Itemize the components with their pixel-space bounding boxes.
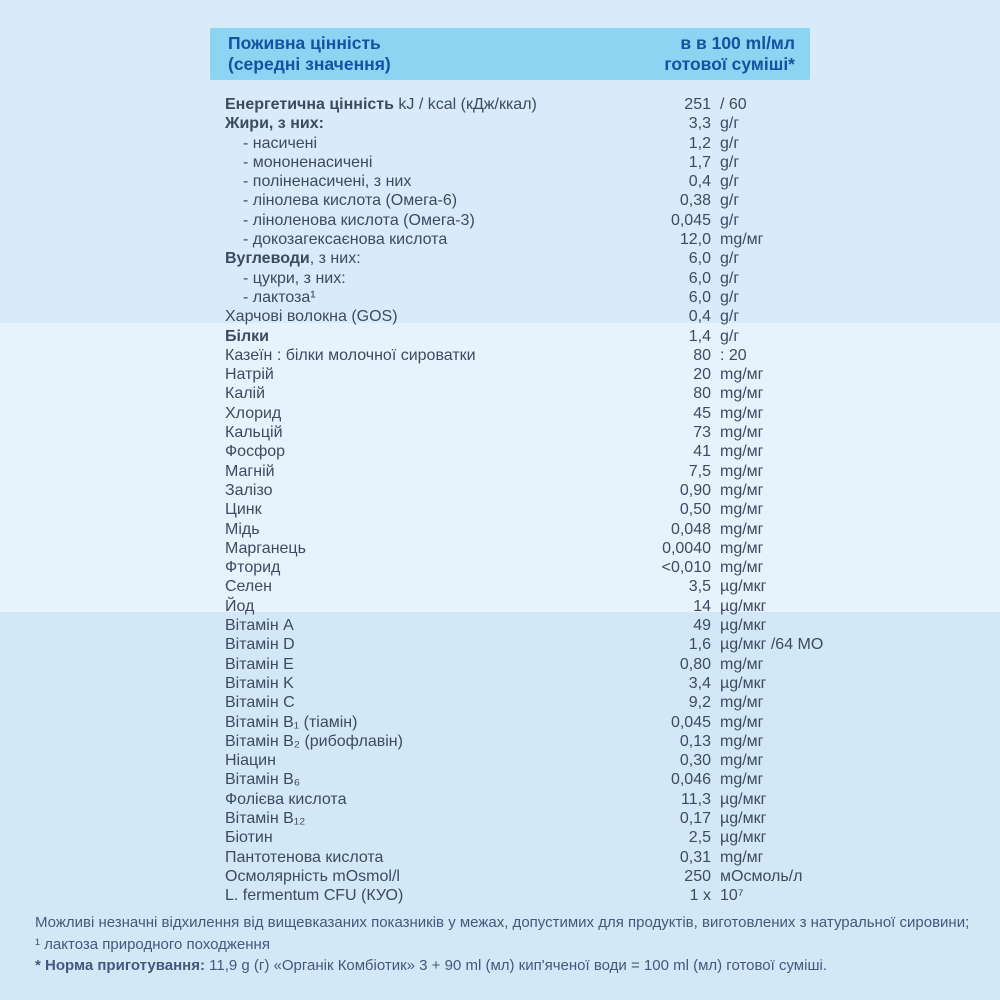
nutrient-unit: g/г: [720, 308, 740, 326]
nutrient-label: Казеїн : білки молочної сироватки: [225, 346, 476, 364]
nutrient-value: 1,2: [688, 134, 711, 152]
nutrient-unit: g/г: [720, 192, 740, 210]
nutrient-label: Вітамін A: [225, 617, 294, 635]
nutrient-value: <0,010: [661, 559, 711, 577]
table-row: [210, 288, 810, 307]
nutrient-value: 41: [693, 443, 711, 461]
nutrient-unit: g/г: [720, 250, 740, 268]
table-row: [210, 867, 810, 886]
table-row: [210, 153, 810, 172]
table-row: [210, 230, 810, 249]
table-row: [210, 172, 810, 191]
nutrient-value: 0,30: [679, 752, 711, 770]
nutrient-label: - цукри, з них:: [243, 269, 346, 287]
table-row: [210, 790, 810, 809]
table-header: [210, 28, 810, 80]
table-row: [210, 423, 810, 442]
nutrient-unit: mg/мг: [720, 848, 764, 866]
nutrient-value: 1,7: [688, 153, 711, 171]
nutrient-value: 0,17: [679, 809, 711, 827]
nutrient-value: 1 x: [689, 887, 711, 905]
nutrient-unit: : 20: [720, 346, 747, 364]
nutrient-value: 12,0: [679, 231, 711, 249]
nutrient-value: 20: [693, 366, 711, 384]
nutrient-value: 3,4: [688, 674, 711, 692]
nutrient-value: 1,4: [688, 327, 711, 345]
nutrient-unit: mg/мг: [720, 752, 764, 770]
nutrient-unit: µg/мкг: [720, 790, 767, 808]
table-row: [210, 713, 810, 732]
nutrient-label: Залізо: [225, 481, 273, 499]
table-header-title-line2: (середні значення): [228, 54, 391, 74]
nutrient-value: 80: [693, 385, 711, 403]
nutrient-unit: µg/мкг: [720, 829, 767, 847]
nutrient-value: 0,50: [679, 501, 711, 519]
nutrient-label: Хлорид: [225, 404, 282, 422]
footnote-line: ¹ лактоза природного походження: [35, 935, 270, 953]
nutrient-unit: mg/мг: [720, 501, 764, 519]
table-header-per-serving: [664, 33, 795, 75]
nutrient-unit: µg/мкг: [720, 809, 767, 827]
nutrient-unit: g/г: [720, 288, 740, 306]
nutrient-value: 6,0: [688, 250, 711, 268]
table-header-title-line1: Поживна цінність: [228, 33, 381, 53]
table-row: [210, 616, 810, 635]
nutrient-value: 0,90: [679, 481, 711, 499]
table-row: [210, 346, 810, 365]
nutrient-value: 250: [684, 867, 711, 885]
nutrient-label: Вітамін D: [225, 636, 295, 654]
nutrient-value: 14: [693, 597, 711, 615]
nutrient-label: - ліноленова кислота (Омега-3): [243, 211, 475, 229]
table-header-per-line2: готової суміші*: [664, 54, 795, 74]
nutrient-label: Йод: [225, 597, 255, 615]
nutrient-unit: mg/мг: [720, 732, 764, 750]
table-row: [210, 327, 810, 346]
nutrient-label: Марганець: [225, 539, 306, 557]
table-row: [210, 558, 810, 577]
nutrient-value: 6,0: [688, 269, 711, 287]
table-row: [210, 114, 810, 133]
nutrient-unit: µg/мкг: [720, 578, 767, 596]
nutrient-label: Вітамін В₁₂: [225, 809, 306, 827]
nutrient-value: 45: [693, 404, 711, 422]
nutrient-unit: µg/мкг: [720, 674, 767, 692]
nutrient-value: 73: [693, 424, 711, 442]
nutrient-label: Натрій: [225, 366, 274, 384]
nutrient-label: Вітамін K: [225, 674, 294, 692]
table-row: [210, 539, 810, 558]
table-row: [210, 249, 810, 268]
table-row: [210, 404, 810, 423]
nutrient-unit: mg/мг: [720, 481, 764, 499]
nutrient-value: 11,3: [681, 790, 711, 808]
table-header-title: [228, 33, 391, 75]
table-row: [210, 809, 810, 828]
nutrient-unit: mg/мг: [720, 520, 764, 538]
table-row: [210, 442, 810, 461]
nutrition-rows: [210, 95, 824, 905]
nutrient-label: - докозагексаєнова кислота: [243, 231, 448, 249]
nutrient-label: Фосфор: [225, 443, 286, 461]
nutrient-unit: mg/мг: [720, 462, 764, 480]
table-row: [210, 500, 810, 519]
nutrient-label: Калій: [225, 385, 266, 403]
table-row: [210, 481, 810, 500]
nutrient-value: 0,046: [670, 771, 711, 789]
nutrient-label: Жири, з них:: [225, 115, 324, 133]
nutrient-label: Енергетична цінність kJ / kcal (кДж/ккал): [225, 96, 537, 113]
nutrient-unit: g/г: [720, 115, 740, 133]
nutrient-unit: mg/мг: [720, 424, 764, 442]
table-row: [210, 384, 810, 403]
table-row: [210, 597, 810, 616]
nutrient-value: 9,2: [688, 694, 711, 712]
nutrient-unit: mg/мг: [720, 539, 764, 557]
nutrient-label: Кальцій: [225, 424, 283, 442]
nutrient-label: Вітамін В₂ (рибофлавін): [225, 732, 403, 750]
table-row: [210, 674, 810, 693]
nutrient-value: 1,6: [688, 636, 711, 654]
nutrient-label: - лактоза¹: [243, 288, 316, 306]
nutrient-label: Фолієва кислота: [225, 790, 347, 808]
table-row: [210, 828, 810, 847]
nutrient-value: 3,3: [688, 115, 711, 133]
nutrient-value: 2,5: [688, 829, 711, 847]
table-row: [210, 211, 810, 230]
nutrient-value: 0,4: [688, 308, 711, 326]
nutrient-unit: mg/мг: [720, 385, 764, 403]
nutrient-value: 0,4: [688, 173, 711, 191]
table-row: [210, 269, 810, 288]
nutrient-value: 80: [693, 346, 711, 364]
table-row: [210, 770, 810, 789]
nutrient-value: 0,048: [670, 520, 711, 538]
nutrient-value: 0,045: [670, 713, 711, 731]
table-row: [210, 635, 824, 654]
table-row: [210, 751, 810, 770]
nutrient-unit: µg/мкг: [720, 597, 767, 615]
nutrient-unit: g/г: [720, 269, 740, 287]
nutrient-value: 6,0: [688, 288, 711, 306]
nutrient-unit: g/г: [720, 173, 740, 191]
nutrient-label: Харчові волокна (GOS): [225, 308, 398, 326]
table-row: [210, 462, 810, 481]
nutrient-unit: mg/мг: [720, 231, 764, 249]
table-row: [210, 520, 810, 539]
nutrient-label: Вітамін E: [225, 655, 294, 673]
table-row: [210, 365, 810, 384]
nutrient-unit: mg/мг: [720, 559, 764, 577]
nutrient-label: Селен: [225, 578, 272, 596]
nutrient-label: Магній: [225, 462, 275, 480]
nutrient-value: 0,38: [679, 192, 711, 210]
nutrition-table: [210, 28, 824, 905]
table-row: [210, 886, 810, 905]
nutrient-value: 7,5: [688, 462, 711, 480]
nutrient-label: Ніацин: [225, 752, 276, 770]
nutrient-unit: g/г: [720, 211, 740, 229]
nutrient-value: 251: [684, 96, 711, 113]
table-row: [210, 95, 810, 114]
table-row: [210, 134, 810, 153]
nutrient-label: Вуглеводи, з них:: [225, 250, 361, 268]
table-row: [210, 191, 810, 210]
nutrient-label: - насичені: [243, 134, 318, 152]
nutrient-label: - мононенасичені: [243, 153, 373, 171]
nutrient-label: Вітамін В₁ (тіамін): [225, 713, 358, 731]
table-row: [210, 307, 810, 326]
nutrient-value: 0,0040: [662, 539, 711, 557]
footnote-line: * Норма приготування: 11,9 g (г) «Органік Комбіотик» 3 + 90 ml (мл) кип'яченої води = 100 ml (мл) готової суміші.: [35, 957, 827, 974]
table-row: [210, 848, 810, 867]
nutrient-unit: mg/мг: [720, 366, 764, 384]
table-row: [210, 693, 810, 712]
table-row: [210, 577, 810, 596]
footnote-line: Можливі незначні відхилення від вищевказаних показників у межах, допустимих для продуктів, виготовлених з натуральної сировини;: [35, 914, 970, 931]
nutrient-label: Осмолярність mOsmol/l: [225, 867, 400, 885]
nutrient-label: Білки: [225, 327, 269, 345]
nutrient-label: Фторид: [225, 559, 281, 577]
nutrient-unit: g/г: [720, 327, 740, 345]
nutrient-unit: mg/мг: [720, 655, 764, 673]
footnotes: [35, 912, 970, 977]
nutrient-unit: g/г: [720, 153, 740, 171]
nutrient-value: 3,5: [688, 578, 711, 596]
table-header-per-line1: в в 100 ml/мл: [680, 33, 795, 53]
nutrient-label: Мідь: [225, 520, 260, 538]
nutrient-unit: mg/мг: [720, 771, 764, 789]
nutrient-unit: mg/мг: [720, 404, 764, 422]
nutrient-unit: mg/мг: [720, 443, 764, 461]
nutrient-unit: mg/мг: [720, 713, 764, 731]
nutrient-unit: µg/мкг /64 МО: [720, 636, 824, 654]
nutrient-label: - поліненасичені, з них: [243, 173, 412, 191]
nutrient-unit: g/г: [720, 134, 740, 152]
nutrient-unit: 10⁷: [720, 887, 744, 905]
nutrient-unit: мОсмоль/л: [720, 867, 803, 885]
nutrient-unit: µg/мкг: [720, 617, 767, 635]
nutrient-label: L. fermentum CFU (КУО): [225, 887, 404, 905]
nutrient-label: Вітамін В₆: [225, 771, 301, 789]
nutrient-value: 0,045: [670, 211, 711, 229]
nutrient-label: Біотин: [225, 829, 273, 847]
nutrient-unit: mg/мг: [720, 694, 764, 712]
nutrient-value: 0,31: [679, 848, 711, 866]
table-row: [210, 655, 810, 674]
nutrient-value: 49: [693, 617, 711, 635]
nutrient-label: - лінолева кислота (Омега-6): [243, 192, 458, 210]
nutrient-unit: / 60: [720, 96, 747, 113]
nutrient-label: Вітамін C: [225, 694, 295, 712]
nutrient-label: Пантотенова кислота: [225, 848, 384, 866]
table-row: [210, 732, 810, 751]
nutrient-value: 0,80: [679, 655, 711, 673]
nutrient-value: 0,13: [679, 732, 711, 750]
nutrient-label: Цинк: [225, 501, 262, 519]
